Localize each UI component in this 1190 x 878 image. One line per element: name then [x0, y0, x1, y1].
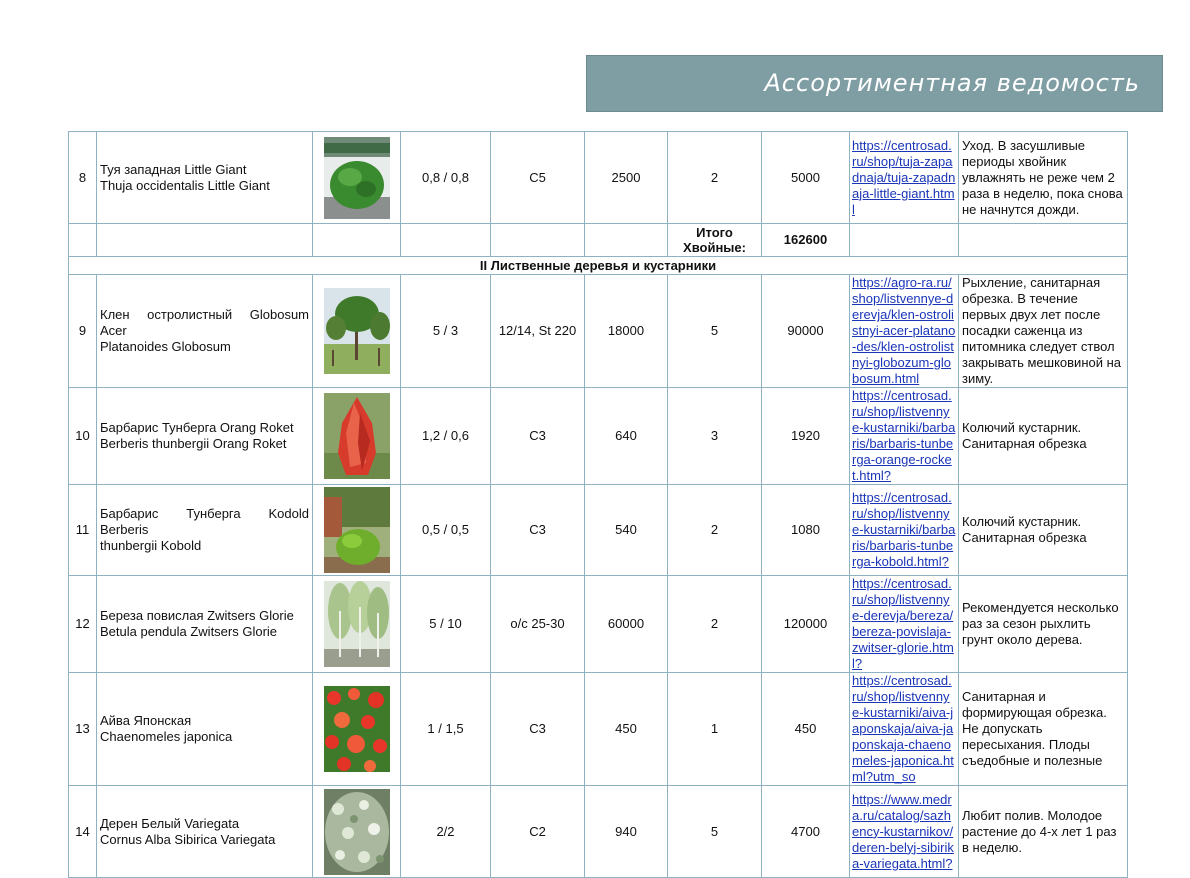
quantity-cell: 3	[668, 388, 762, 485]
care-notes: Колючий кустарник. Санитарная обрезка	[959, 388, 1128, 485]
row-number: 9	[69, 275, 97, 388]
sum-cell: 90000	[762, 275, 850, 388]
container-cell: C2	[491, 786, 585, 878]
price-cell: 640	[585, 388, 668, 485]
row-number: 14	[69, 786, 97, 878]
sum-cell: 4700	[762, 786, 850, 878]
price-cell: 2500	[585, 132, 668, 224]
product-link[interactable]	[850, 275, 959, 388]
plant-name-ru: Береза повислая Zwitsers Glorie	[100, 608, 294, 623]
page-title: Ассортиментная ведомость	[764, 69, 1140, 97]
table-row	[69, 388, 1128, 485]
plant-name-ru: Барбарис Тунберга Orang Roket	[100, 420, 294, 435]
product-link-text[interactable]: https://centrosad.ru/shop/listvennye-kustarniki/barbaris/barbaris-tunberga-orange-rocket.html?	[852, 388, 956, 483]
plant-name-latin: Berberis thunbergii Orang Roket	[100, 436, 287, 451]
section-title: II Лиственные деревья и кустарники	[69, 257, 1128, 275]
size-cell: 5 / 10	[401, 576, 491, 673]
product-link-text[interactable]: https://centrosad.ru/shop/listvennye-kustarniki/aiva-japonskaja/aiva-japonskaja-chaenomeles-japonica.html?utm_so	[852, 673, 954, 784]
row-number: 13	[69, 673, 97, 786]
container-cell: C3	[491, 673, 585, 786]
sum-cell: 1920	[762, 388, 850, 485]
assortment-table	[68, 131, 1128, 878]
quince-flower-photo	[313, 673, 401, 786]
row-number: 12	[69, 576, 97, 673]
product-link[interactable]	[850, 576, 959, 673]
sum-cell: 1080	[762, 485, 850, 576]
container-cell: C3	[491, 485, 585, 576]
plant-name-cell	[97, 132, 313, 224]
container-cell: 12/14, St 220	[491, 275, 585, 388]
product-link-text[interactable]: https://centrosad.ru/shop/listvennye-derevja/bereza/bereza-povislaja-zwitser-glorie.html?	[852, 576, 954, 671]
product-link[interactable]	[850, 132, 959, 224]
size-cell: 5 / 3	[401, 275, 491, 388]
section-row	[69, 257, 1128, 275]
care-notes: Санитарная и формирующая обрезка. Не допускать пересыхания. Плоды съедобные и полезные	[959, 673, 1128, 786]
plant-name-ru: Айва Японская	[100, 713, 192, 728]
table-row	[69, 786, 1128, 878]
plant-name-ru: Дерен Белый Variegata	[100, 815, 240, 831]
barberry-green-photo	[313, 485, 401, 576]
maple-globe-photo	[313, 275, 401, 388]
plant-name-latin: Betula pendula Zwitsers Glorie	[100, 624, 278, 639]
care-notes: Рыхление, санитарная обрезка. В течение первых двух лет после посадки саженца из питомника следует ствол закрывать мешковиной на зиму.	[959, 275, 1128, 388]
subtotal-value: 162600	[762, 224, 850, 257]
title-banner	[586, 55, 1163, 112]
quantity-cell: 5	[668, 275, 762, 388]
sum-cell: 450	[762, 673, 850, 786]
plant-name-latin: thunbergii Kobold	[100, 538, 202, 553]
subtotal-label: Итого Хвойные:	[668, 224, 762, 257]
product-link[interactable]	[850, 485, 959, 576]
price-cell: 18000	[585, 275, 668, 388]
quantity-cell: 5	[668, 786, 762, 878]
price-cell: 540	[585, 485, 668, 576]
quantity-cell: 2	[668, 576, 762, 673]
product-link-text[interactable]: https://www.medra.ru/catalog/sazhency-kustarnikov/deren-belyj-sibirika-variegata.html?	[852, 791, 954, 871]
table-row	[69, 132, 1128, 224]
quantity-cell: 2	[668, 485, 762, 576]
plant-name-latin: Chaenomeles japonica	[100, 729, 233, 744]
product-link[interactable]	[850, 673, 959, 786]
plant-name-cell	[97, 485, 313, 576]
product-link[interactable]	[850, 388, 959, 485]
plant-name-ru: Барбарис Тунберга Kodold Berberis	[100, 506, 309, 537]
size-cell: 1,2 / 0,6	[401, 388, 491, 485]
plant-name-cell	[97, 275, 313, 388]
plant-name-latin: Cornus Alba Sibirica Variegata	[100, 831, 276, 847]
plant-name-latin: Thuja occidentalis Little Giant	[100, 177, 270, 193]
table-row	[69, 485, 1128, 576]
thuja-globe-photo	[313, 132, 401, 224]
container-cell: C5	[491, 132, 585, 224]
care-notes: Колючий кустарник. Санитарная обрезка	[959, 485, 1128, 576]
plant-name-ru: Клен остролистный Globosum Acer	[100, 307, 309, 338]
size-cell: 0,8 / 0,8	[401, 132, 491, 224]
size-cell: 2/2	[401, 786, 491, 878]
care-notes: Любит полив. Молодое растение до 4-х лет 1 раз в неделю.	[959, 786, 1128, 878]
plant-name-cell	[97, 576, 313, 673]
product-link-text[interactable]: https://agro-ra.ru/shop/listvennye-derevja/klen-ostrolistnyi-acer-platano-des/klen-ostrolistnyi-globozum-globosum.html	[852, 275, 956, 386]
plant-name-ru: Туя западная Little Giant	[100, 161, 247, 177]
row-number: 8	[69, 132, 97, 224]
plant-name-cell	[97, 673, 313, 786]
care-notes: Уход. В засушливые периоды хвойник увлажнять не реже чем 2 раза в неделю, пока снова не начнутся дожди.	[959, 132, 1128, 224]
quantity-cell: 2	[668, 132, 762, 224]
price-cell: 450	[585, 673, 668, 786]
subtotal-row	[69, 224, 1128, 257]
plant-name-latin: Platanoides Globosum	[100, 339, 231, 354]
plant-name-cell	[97, 388, 313, 485]
container-cell: о/с 25-30	[491, 576, 585, 673]
barberry-red-photo	[313, 388, 401, 485]
row-number: 10	[69, 388, 97, 485]
product-link-text[interactable]: https://centrosad.ru/shop/listvennye-kustarniki/barbaris/barbaris-tunberga-kobold.html?	[852, 490, 956, 569]
sum-cell: 5000	[762, 132, 850, 224]
plant-name-cell	[97, 786, 313, 878]
quantity-cell: 1	[668, 673, 762, 786]
container-cell: C3	[491, 388, 585, 485]
care-notes: Рекомендуется несколько раз за сезон рыхлить грунт около дерева.	[959, 576, 1128, 673]
dogwood-variegated-photo	[313, 786, 401, 878]
size-cell: 1 / 1,5	[401, 673, 491, 786]
product-link-text[interactable]: https://centrosad.ru/shop/tuja-zapadnaja/tuja-zapadnaja-little-giant.html	[852, 137, 956, 217]
product-link[interactable]	[850, 786, 959, 878]
table-row	[69, 673, 1128, 786]
sum-cell: 120000	[762, 576, 850, 673]
price-cell: 940	[585, 786, 668, 878]
birch-photo	[313, 576, 401, 673]
table-row	[69, 576, 1128, 673]
row-number: 11	[69, 485, 97, 576]
table-row	[69, 275, 1128, 388]
size-cell: 0,5 / 0,5	[401, 485, 491, 576]
price-cell: 60000	[585, 576, 668, 673]
